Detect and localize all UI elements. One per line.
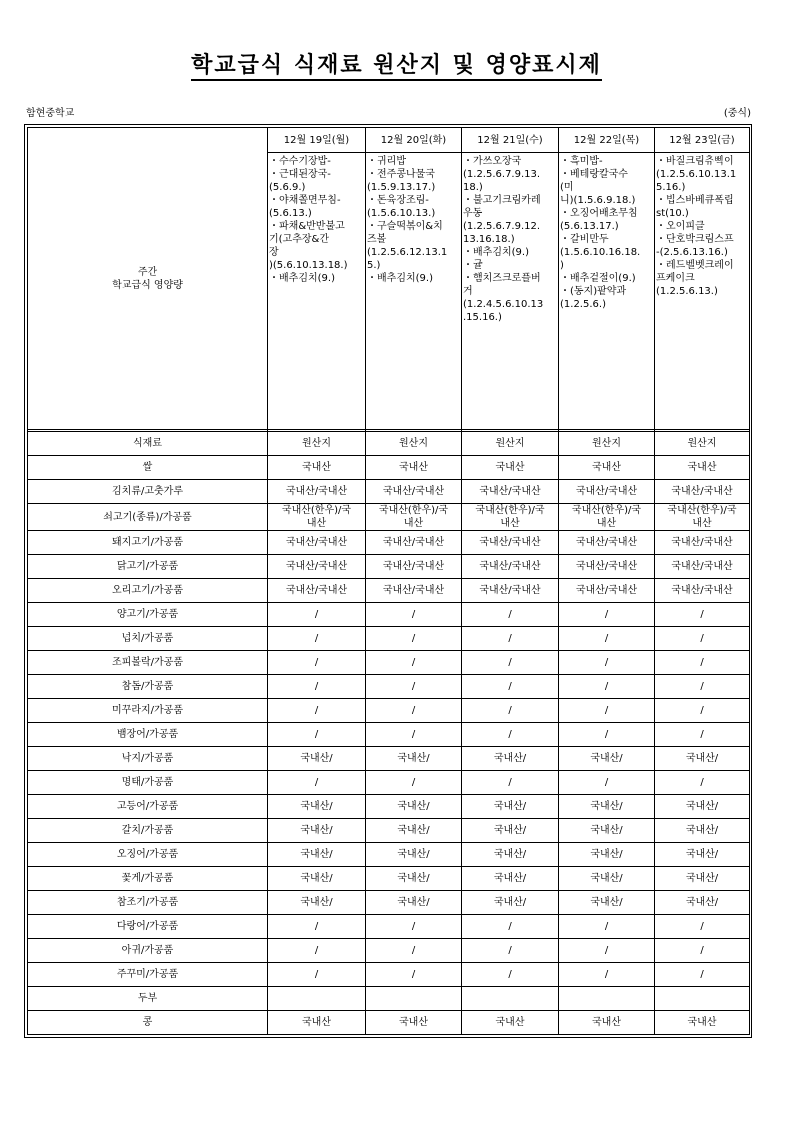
origin-cell: 국내산/국내산 — [559, 531, 655, 555]
origin-cell: / — [366, 603, 462, 627]
menu-line: 프케이크 — [656, 273, 695, 284]
origin-cell — [462, 987, 559, 1011]
daily-menu-cell — [559, 153, 655, 430]
origin-cell: / — [655, 915, 750, 939]
origin-cell: / — [366, 963, 462, 987]
menu-line: ・근대된장국- — [269, 169, 331, 180]
origin-cell: 국내산/ — [559, 795, 655, 819]
origin-cell: / — [655, 939, 750, 963]
menu-section-label — [28, 128, 268, 430]
origin-cell: 국내산/국내산 — [462, 480, 559, 504]
origin-cell: 국내산/ — [655, 795, 750, 819]
menu-table-body — [28, 128, 750, 1035]
daily-menu-cell — [366, 153, 462, 430]
origin-cell: / — [366, 771, 462, 795]
origin-cell: / — [559, 675, 655, 699]
origin-cell: 국내산/국내산 — [268, 579, 366, 603]
day-header-row — [28, 128, 750, 153]
origin-cell: 국내산/ — [366, 795, 462, 819]
origin-cell: / — [655, 723, 750, 747]
origin-row — [28, 723, 750, 747]
origin-row — [28, 627, 750, 651]
origin-cell: 국내산/ — [559, 843, 655, 867]
origin-cell: 국내산 — [462, 456, 559, 480]
origin-cell: 국내산/국내산 — [462, 579, 559, 603]
origin-cell: / — [559, 963, 655, 987]
ingredient-name: 다랑어/가공품 — [28, 915, 268, 939]
menu-line: 5.16.) — [656, 182, 686, 193]
daily-menu-cell — [268, 153, 366, 430]
origin-cell: 국내산(한우)/국 내산 — [655, 504, 750, 531]
menu-line: (5.6.13.) — [269, 208, 312, 219]
menu-line: 5.) — [367, 260, 381, 271]
menu-line: ・바질크림츄삑이 — [656, 156, 734, 167]
origin-cell: / — [655, 627, 750, 651]
origin-cell: 국내산/국내산 — [462, 531, 559, 555]
origin-cell: 국내산/국내산 — [366, 531, 462, 555]
origin-row — [28, 867, 750, 891]
origin-cell: 국내산/ — [268, 843, 366, 867]
origin-cell — [655, 987, 750, 1011]
menu-line: ・오이피클 — [656, 221, 705, 232]
origin-cell: / — [268, 723, 366, 747]
page-title — [0, 48, 793, 79]
origin-cell: 국내산/국내산 — [366, 480, 462, 504]
day-header: 12월 22일(목) — [559, 128, 655, 153]
origin-cell: 국내산 — [559, 1011, 655, 1035]
ingredient-name: 조피볼락/가공품 — [28, 651, 268, 675]
ingredient-name: 오징어/가공품 — [28, 843, 268, 867]
origin-cell: 국내산/국내산 — [655, 480, 750, 504]
menu-table-frame — [24, 124, 752, 1038]
meal-type: (중식) — [723, 108, 751, 119]
origin-cell: / — [268, 963, 366, 987]
menu-line: (1.2.5.6.7.9.13. — [463, 169, 541, 180]
ingredient-name: 뱀장어/가공품 — [28, 723, 268, 747]
origin-cell: / — [462, 963, 559, 987]
origin-cell: 국내산/ — [655, 843, 750, 867]
origin-header-cell: 원산지 — [366, 432, 462, 456]
origin-cell: / — [559, 915, 655, 939]
ingredient-name: 김치류/고춧가루 — [28, 480, 268, 504]
origin-cell: / — [268, 939, 366, 963]
menu-line: 거 — [463, 286, 473, 297]
origin-cell: / — [655, 675, 750, 699]
origin-cell: 국내산/ — [366, 867, 462, 891]
menu-line: ・베테랑칼국수 — [560, 169, 628, 180]
origin-row — [28, 747, 750, 771]
menu-line: ・구슬떡볶이&치 — [367, 221, 443, 232]
origin-cell: 국내산/ — [462, 795, 559, 819]
origin-cell: 국내산/국내산 — [268, 480, 366, 504]
origin-cell — [559, 987, 655, 1011]
origin-cell: 국내산/ — [462, 747, 559, 771]
origin-cell: 국내산/ — [268, 891, 366, 915]
ingredient-name: 넙치/가공품 — [28, 627, 268, 651]
origin-cell — [268, 987, 366, 1011]
menu-line: ) — [560, 260, 564, 271]
origin-header-cell: 원산지 — [268, 432, 366, 456]
origin-cell: / — [462, 915, 559, 939]
origin-cell: 국내산 — [366, 1011, 462, 1035]
origin-cell: / — [462, 939, 559, 963]
origin-cell: 국내산/국내산 — [268, 531, 366, 555]
origin-cell: / — [559, 771, 655, 795]
origin-cell: / — [655, 651, 750, 675]
origin-cell: 국내산/ — [655, 819, 750, 843]
origin-cell: / — [462, 627, 559, 651]
origin-header-label: 식재료 — [28, 432, 268, 456]
menu-line: -(2.5.6.13.16.) — [656, 247, 728, 258]
origin-cell: 국내산/ — [268, 819, 366, 843]
origin-row — [28, 987, 750, 1011]
origin-row — [28, 579, 750, 603]
origin-cell: 국내산/국내산 — [655, 555, 750, 579]
day-header: 12월 19일(월) — [268, 128, 366, 153]
origin-row — [28, 531, 750, 555]
origin-cell: 국내산/국내산 — [462, 555, 559, 579]
menu-line: 기(고추장&간 — [269, 234, 329, 245]
origin-row — [28, 795, 750, 819]
menu-line: ・전주콩나물국 — [367, 169, 435, 180]
origin-header-row — [28, 432, 750, 456]
origin-row — [28, 456, 750, 480]
origin-cell: 국내산/국내산 — [559, 555, 655, 579]
origin-cell: / — [268, 603, 366, 627]
origin-cell: 국내산/ — [462, 843, 559, 867]
origin-cell: / — [462, 771, 559, 795]
menu-line: ・배추겉절이(9.) — [560, 273, 636, 284]
menu-line: 우동 — [463, 208, 483, 219]
ingredient-name: 양고기/가공품 — [28, 603, 268, 627]
origin-row — [28, 675, 750, 699]
menu-line: ・귀리밥 — [367, 156, 406, 167]
origin-row — [28, 603, 750, 627]
origin-cell: / — [462, 723, 559, 747]
daily-menu-cell — [462, 153, 559, 430]
origin-cell: 국내산/ — [559, 747, 655, 771]
origin-cell: 국내산/ — [462, 867, 559, 891]
menu-line: 즈볼 — [367, 234, 387, 245]
origin-cell: / — [462, 603, 559, 627]
menu-line: )(5.6.10.13.18.) — [269, 260, 348, 271]
daily-menu-cell — [655, 153, 750, 430]
ingredient-name: 닭고기/가공품 — [28, 555, 268, 579]
menu-line: 니)(1.5.6.9.18.) — [560, 195, 636, 206]
menu-line: ・파채&반반불고 — [269, 221, 345, 232]
origin-cell: 국내산 — [268, 1011, 366, 1035]
origin-cell: 국내산 — [559, 456, 655, 480]
origin-cell: 국내산(한우)/국 내산 — [559, 504, 655, 531]
ingredient-name: 쇠고기(종류)/가공품 — [28, 504, 268, 531]
menu-line: ・가쓰오장국 — [463, 156, 522, 167]
origin-cell: / — [268, 627, 366, 651]
origin-cell: 국내산/ — [366, 819, 462, 843]
origin-cell: 국내산/ — [655, 891, 750, 915]
menu-line: 18.) — [463, 182, 483, 193]
menu-line: (1.2.5.6.10.13.1 — [656, 169, 737, 180]
menu-line: st(10.) — [656, 208, 689, 219]
menu-line: ・귤 — [463, 260, 483, 271]
origin-cell: 국내산/국내산 — [559, 480, 655, 504]
ingredient-name: 쌀 — [28, 456, 268, 480]
origin-cell: / — [559, 723, 655, 747]
ingredient-name: 돼지고기/가공품 — [28, 531, 268, 555]
origin-cell: 국내산/ — [462, 819, 559, 843]
origin-cell: / — [366, 627, 462, 651]
origin-cell: / — [655, 699, 750, 723]
origin-cell: 국내산/국내산 — [268, 555, 366, 579]
menu-line: (1.5.9.13.17.) — [367, 182, 436, 193]
menu-line: (미 — [560, 182, 574, 193]
day-header: 12월 21일(수) — [462, 128, 559, 153]
origin-cell: 국내산/ — [655, 867, 750, 891]
origin-cell: 국내산 — [655, 1011, 750, 1035]
menu-table — [27, 127, 750, 1035]
origin-cell: / — [268, 771, 366, 795]
origin-row — [28, 480, 750, 504]
menu-line: (1.2.4.5.6.10.13 — [463, 299, 544, 310]
origin-row — [28, 963, 750, 987]
origin-row — [28, 651, 750, 675]
ingredient-name: 명태/가공품 — [28, 771, 268, 795]
origin-cell: 국내산/ — [366, 891, 462, 915]
origin-cell: 국내산 — [268, 456, 366, 480]
origin-cell: 국내산/국내산 — [366, 555, 462, 579]
ingredient-name: 참돔/가공품 — [28, 675, 268, 699]
menu-section-label-line: 주간 — [137, 266, 158, 278]
ingredient-name: 꽃게/가공품 — [28, 867, 268, 891]
origin-cell: / — [559, 603, 655, 627]
ingredient-name: 콩 — [28, 1011, 268, 1035]
ingredient-name: 두부 — [28, 987, 268, 1011]
origin-cell: 국내산/국내산 — [655, 579, 750, 603]
menu-line: ・흑미밥- — [560, 156, 603, 167]
origin-row — [28, 771, 750, 795]
menu-line: ・햄치즈크로플버 — [463, 273, 541, 284]
menu-line: ・단호박크림스프 — [656, 234, 734, 245]
origin-cell: 국내산/ — [268, 795, 366, 819]
menu-line: (1.2.5.6.7.9.12. — [463, 221, 541, 232]
origin-cell: 국내산 — [366, 456, 462, 480]
school-name: 함현중학교 — [26, 108, 75, 119]
ingredient-name: 갈치/가공품 — [28, 819, 268, 843]
origin-cell: 국내산/ — [366, 747, 462, 771]
menu-line: .15.16.) — [463, 312, 502, 323]
origin-cell: / — [559, 939, 655, 963]
ingredient-name: 아귀/가공품 — [28, 939, 268, 963]
origin-cell: / — [366, 939, 462, 963]
origin-cell: 국내산/ — [268, 867, 366, 891]
menu-line: ・오징어배초무침 — [560, 208, 638, 219]
menu-line: ・야채쫄면무침- — [269, 195, 341, 206]
menu-line: (1.2.5.6.12.13.1 — [367, 247, 448, 258]
day-header: 12월 23일(금) — [655, 128, 750, 153]
origin-cell: / — [655, 603, 750, 627]
origin-cell: 국내산/ — [268, 747, 366, 771]
menu-line: (5.6.13.17.) — [560, 221, 619, 232]
ingredient-name: 미꾸라지/가공품 — [28, 699, 268, 723]
origin-cell: 국내산/ — [366, 843, 462, 867]
origin-cell: / — [366, 651, 462, 675]
menu-line: (1.2.5.6.13.) — [656, 286, 718, 297]
origin-row — [28, 1011, 750, 1035]
origin-row — [28, 939, 750, 963]
origin-cell: / — [655, 771, 750, 795]
origin-cell: / — [655, 963, 750, 987]
origin-cell: / — [366, 675, 462, 699]
origin-row — [28, 843, 750, 867]
origin-cell: 국내산(한우)/국 내산 — [268, 504, 366, 531]
ingredient-name: 낙지/가공품 — [28, 747, 268, 771]
origin-cell: / — [559, 699, 655, 723]
menu-line: ・수수기장밥- — [269, 156, 331, 167]
origin-cell: 국내산/ — [559, 891, 655, 915]
ingredient-name: 오리고기/가공품 — [28, 579, 268, 603]
menu-line: ・돈육장조림- — [367, 195, 429, 206]
origin-cell: / — [366, 723, 462, 747]
origin-cell: / — [268, 675, 366, 699]
ingredient-name: 고등어/가공품 — [28, 795, 268, 819]
origin-cell: / — [268, 699, 366, 723]
menu-line: ・(동지)팥약과 — [560, 286, 627, 297]
origin-cell: 국내산 — [462, 1011, 559, 1035]
origin-cell: / — [268, 915, 366, 939]
origin-cell: 국내산/ — [655, 747, 750, 771]
menu-line: ・갈비만두 — [560, 234, 609, 245]
menu-line: (5.6.9.) — [269, 182, 306, 193]
menu-line: 13.16.18.) — [463, 234, 515, 245]
menu-line: ・배추김치(9.) — [269, 273, 335, 284]
menu-line: 장 — [269, 247, 279, 258]
origin-cell: 국내산(한우)/국 내산 — [462, 504, 559, 531]
origin-cell: 국내산/ — [559, 867, 655, 891]
origin-cell: / — [559, 651, 655, 675]
origin-row — [28, 891, 750, 915]
origin-cell: / — [366, 915, 462, 939]
origin-row — [28, 915, 750, 939]
origin-cell: 국내산/국내산 — [366, 579, 462, 603]
menu-line: ・배추김치(9.) — [367, 273, 433, 284]
origin-cell: / — [462, 651, 559, 675]
menu-line: ・레드벨벳크레이 — [656, 260, 734, 271]
ingredient-name: 참조기/가공품 — [28, 891, 268, 915]
menu-line: (1.2.5.6.) — [560, 299, 606, 310]
origin-row — [28, 555, 750, 579]
origin-cell: / — [559, 627, 655, 651]
menu-line: ・불고기크림카레 — [463, 195, 541, 206]
menu-line: ・배추김치(9.) — [463, 247, 529, 258]
menu-line: (1.5.6.10.13.) — [367, 208, 436, 219]
origin-cell: / — [462, 675, 559, 699]
origin-cell: / — [366, 699, 462, 723]
origin-cell: / — [462, 699, 559, 723]
origin-cell: 국내산 — [655, 456, 750, 480]
menu-line: ・빕스바베큐폭립 — [656, 195, 734, 206]
day-header: 12월 20일(화) — [366, 128, 462, 153]
ingredient-name: 주꾸미/가공품 — [28, 963, 268, 987]
menu-line: (1.5.6.10.16.18. — [560, 247, 641, 258]
origin-cell: 국내산/ — [559, 819, 655, 843]
menu-section-label-line: 학교급식 영양량 — [112, 279, 183, 291]
origin-cell: / — [268, 651, 366, 675]
origin-cell — [366, 987, 462, 1011]
origin-row — [28, 699, 750, 723]
origin-header-cell: 원산지 — [655, 432, 750, 456]
origin-cell: 국내산(한우)/국 내산 — [366, 504, 462, 531]
origin-row — [28, 819, 750, 843]
origin-header-cell: 원산지 — [462, 432, 559, 456]
origin-row — [28, 504, 750, 531]
origin-header-cell: 원산지 — [559, 432, 655, 456]
origin-cell: 국내산/ — [462, 891, 559, 915]
origin-cell: 국내산/국내산 — [655, 531, 750, 555]
origin-cell: 국내산/국내산 — [559, 579, 655, 603]
page-title-text: 학교급식 식재료 원산지 및 영양표시제 — [191, 53, 602, 81]
